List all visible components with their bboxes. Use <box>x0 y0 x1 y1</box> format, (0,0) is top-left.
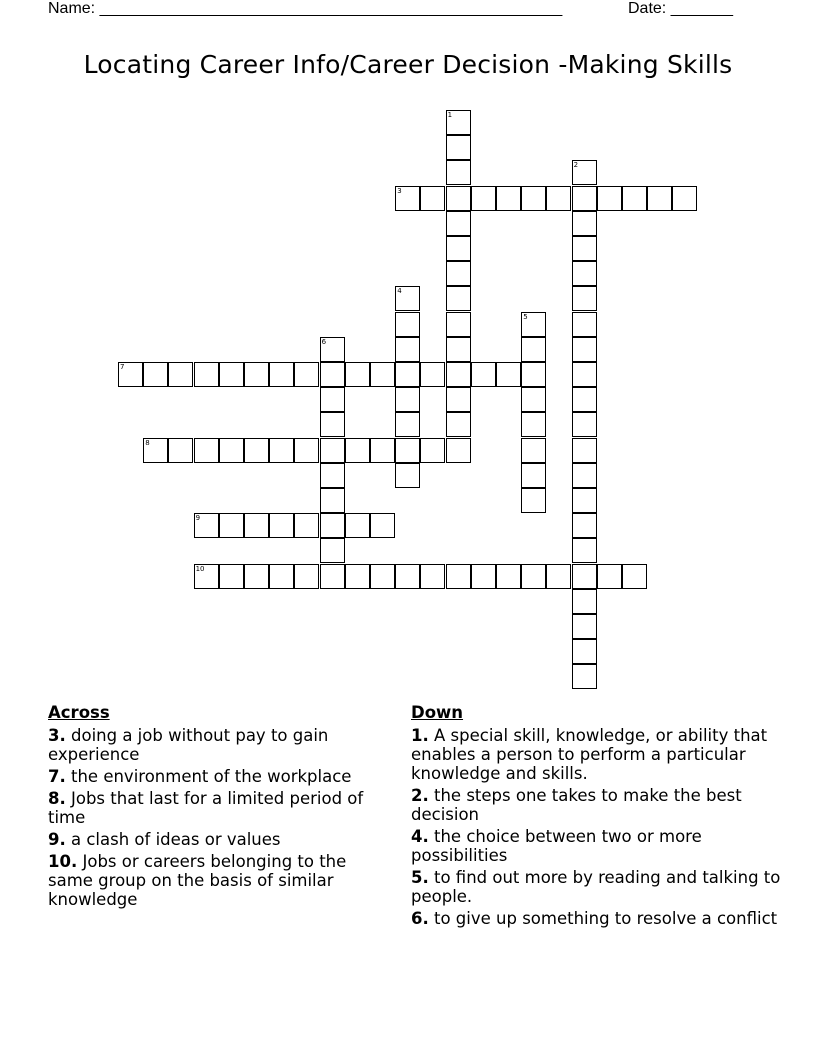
grid-cell[interactable] <box>572 564 597 589</box>
clue-number: 6 <box>321 337 327 346</box>
grid-cell[interactable] <box>345 438 370 463</box>
grid-cell[interactable] <box>521 387 546 412</box>
grid-cell[interactable] <box>496 186 521 211</box>
across-heading: Across <box>48 703 110 722</box>
grid-cell[interactable] <box>395 387 420 412</box>
grid-cell[interactable] <box>597 186 622 211</box>
grid-cell[interactable] <box>168 438 193 463</box>
grid-cell[interactable] <box>572 438 597 463</box>
grid-cell[interactable] <box>320 337 345 362</box>
clue-number: 3 <box>397 186 402 195</box>
grid-cell[interactable] <box>647 186 672 211</box>
grid-cell[interactable] <box>446 186 471 211</box>
grid-cell[interactable] <box>143 438 168 463</box>
grid-cell[interactable] <box>496 564 521 589</box>
clue-down-1: 1. A special skill, knowledge, or ability that enables a person to perform a particular knowledge and skills. <box>411 726 768 783</box>
clue-number: 9 <box>195 514 201 523</box>
clue-down-4: 4. the choice between two or more possibilities <box>411 827 702 865</box>
grid-cell[interactable] <box>572 312 597 337</box>
grid-cell[interactable] <box>395 438 420 463</box>
grid-cell[interactable] <box>446 261 471 286</box>
grid-cell[interactable] <box>345 513 370 538</box>
grid-cell[interactable] <box>446 337 471 362</box>
grid-cell[interactable] <box>420 564 445 589</box>
grid-cell[interactable] <box>572 463 597 488</box>
grid-cell[interactable] <box>370 438 395 463</box>
grid-cell[interactable] <box>370 362 395 387</box>
page-title: Locating Career Info/Career Decision -Making Skills <box>83 50 733 79</box>
grid-cell[interactable] <box>395 186 420 211</box>
grid-cell[interactable] <box>572 538 597 563</box>
grid-cell[interactable] <box>572 160 597 185</box>
grid-cell[interactable] <box>471 186 496 211</box>
grid-cell[interactable] <box>294 564 319 589</box>
date-line: Date: _______ <box>628 0 733 17</box>
grid-cell[interactable] <box>219 438 244 463</box>
grid-cell[interactable] <box>446 412 471 437</box>
grid-cell[interactable] <box>395 362 420 387</box>
grid-cell[interactable] <box>219 362 244 387</box>
grid-cell[interactable] <box>395 337 420 362</box>
clue-number: 2 <box>573 161 579 170</box>
grid-cell[interactable] <box>572 664 597 689</box>
grid-cell[interactable] <box>446 286 471 311</box>
grid-cell[interactable] <box>446 564 471 589</box>
grid-cell[interactable] <box>471 362 496 387</box>
grid-cell[interactable] <box>546 564 571 589</box>
grid-cell[interactable] <box>471 564 496 589</box>
grid-cell[interactable] <box>168 362 193 387</box>
grid-cell[interactable] <box>572 614 597 639</box>
down-clues <box>411 703 781 931</box>
grid-cell[interactable] <box>395 312 420 337</box>
clue-down-5: 5. to find out more by reading and talking to people. <box>411 868 781 906</box>
grid-cell[interactable] <box>370 513 395 538</box>
grid-cell[interactable] <box>269 564 294 589</box>
clue-number: 7 <box>120 363 125 371</box>
grid-cell[interactable] <box>420 438 445 463</box>
grid-cell[interactable] <box>672 186 697 211</box>
grid-cell[interactable] <box>420 186 445 211</box>
grid-cell[interactable] <box>269 513 294 538</box>
grid-cell[interactable] <box>446 110 471 135</box>
clue-across-7: 7. the environment of the workplace <box>48 767 352 786</box>
grid-cell[interactable] <box>244 362 269 387</box>
across-clues <box>48 703 388 912</box>
grid-cell[interactable] <box>446 312 471 337</box>
grid-cell[interactable] <box>219 564 244 589</box>
clue-across-10: 10. Jobs or careers belonging to the same group on the basis of similar knowledge <box>48 852 347 909</box>
grid-cell[interactable] <box>345 362 370 387</box>
grid-cell[interactable] <box>294 513 319 538</box>
grid-cell[interactable] <box>244 438 269 463</box>
grid-cell[interactable] <box>521 488 546 513</box>
grid-cell[interactable] <box>320 538 345 563</box>
grid-cell[interactable] <box>320 438 345 463</box>
grid-cell[interactable] <box>521 312 546 337</box>
grid-cell[interactable] <box>395 412 420 437</box>
grid-cell[interactable] <box>521 564 546 589</box>
grid-cell[interactable] <box>269 438 294 463</box>
grid-cell[interactable] <box>320 463 345 488</box>
clue-number: 4 <box>397 287 402 296</box>
grid-cell[interactable] <box>572 639 597 664</box>
grid-cell[interactable] <box>521 186 546 211</box>
grid-cell[interactable] <box>572 513 597 538</box>
grid-cell[interactable] <box>521 438 546 463</box>
grid-cell[interactable] <box>194 564 219 589</box>
grid-cell[interactable] <box>572 186 597 211</box>
grid-cell[interactable] <box>294 438 319 463</box>
grid-cell[interactable] <box>572 488 597 513</box>
grid-cell[interactable] <box>194 362 219 387</box>
clue-number: 8 <box>145 438 150 447</box>
grid-cell[interactable] <box>572 261 597 286</box>
grid-cell[interactable] <box>118 362 143 387</box>
grid-cell[interactable] <box>194 513 219 538</box>
grid-cell[interactable] <box>370 564 395 589</box>
clue-across-9: 9. a clash of ideas or values <box>48 830 281 849</box>
grid-cell[interactable] <box>572 412 597 437</box>
grid-cell[interactable] <box>446 438 471 463</box>
grid-cell[interactable] <box>521 412 546 437</box>
grid-cell[interactable] <box>446 211 471 236</box>
grid-cell[interactable] <box>597 564 622 589</box>
grid-cell[interactable] <box>496 362 521 387</box>
grid-cell[interactable] <box>521 362 546 387</box>
grid-cell[interactable] <box>320 362 345 387</box>
grid-cell[interactable] <box>320 387 345 412</box>
grid-cell[interactable] <box>143 362 168 387</box>
grid-cell[interactable] <box>294 362 319 387</box>
grid-cell[interactable] <box>269 362 294 387</box>
grid-cell[interactable] <box>244 564 269 589</box>
grid-cell[interactable] <box>320 564 345 589</box>
grid-cell[interactable] <box>622 564 647 589</box>
clue-number: 1 <box>447 111 453 119</box>
grid-cell[interactable] <box>446 387 471 412</box>
grid-cell[interactable] <box>521 463 546 488</box>
grid-cell[interactable] <box>521 337 546 362</box>
clue-number: 10 <box>195 564 205 573</box>
grid-cell[interactable] <box>446 362 471 387</box>
grid-cell[interactable] <box>244 513 269 538</box>
grid-cell[interactable] <box>320 488 345 513</box>
grid-cell[interactable] <box>219 513 244 538</box>
grid-cell[interactable] <box>320 513 345 538</box>
grid-cell[interactable] <box>446 135 471 160</box>
grid-cell[interactable] <box>446 160 471 185</box>
grid-cell[interactable] <box>622 186 647 211</box>
down-heading: Down <box>411 703 464 722</box>
grid-cell[interactable] <box>572 211 597 236</box>
clue-across-3: 3. doing a job without pay to gain experience <box>48 726 329 764</box>
grid-cell[interactable] <box>395 286 420 311</box>
grid-cell[interactable] <box>320 412 345 437</box>
grid-cell[interactable] <box>395 564 420 589</box>
grid-cell[interactable] <box>420 362 445 387</box>
clue-down-6: 6. to give up something to resolve a conflict <box>411 909 778 928</box>
grid-cell[interactable] <box>572 362 597 387</box>
grid-cell[interactable] <box>194 438 219 463</box>
grid-cell[interactable] <box>345 564 370 589</box>
grid-cell[interactable] <box>572 286 597 311</box>
grid-cell[interactable] <box>572 387 597 412</box>
grid-cell[interactable] <box>572 337 597 362</box>
name-line: Name: ____________________________________________________ <box>48 0 563 17</box>
clue-down-2: 2. the steps one takes to make the best decision <box>411 786 742 824</box>
grid-cell[interactable] <box>446 236 471 261</box>
grid-cell[interactable] <box>572 589 597 614</box>
grid-cell[interactable] <box>546 186 571 211</box>
grid-cell[interactable] <box>395 463 420 488</box>
clue-across-8: 8. Jobs that last for a limited period of time <box>48 789 364 827</box>
clue-number: 5 <box>523 312 528 321</box>
grid-cell[interactable] <box>572 236 597 261</box>
